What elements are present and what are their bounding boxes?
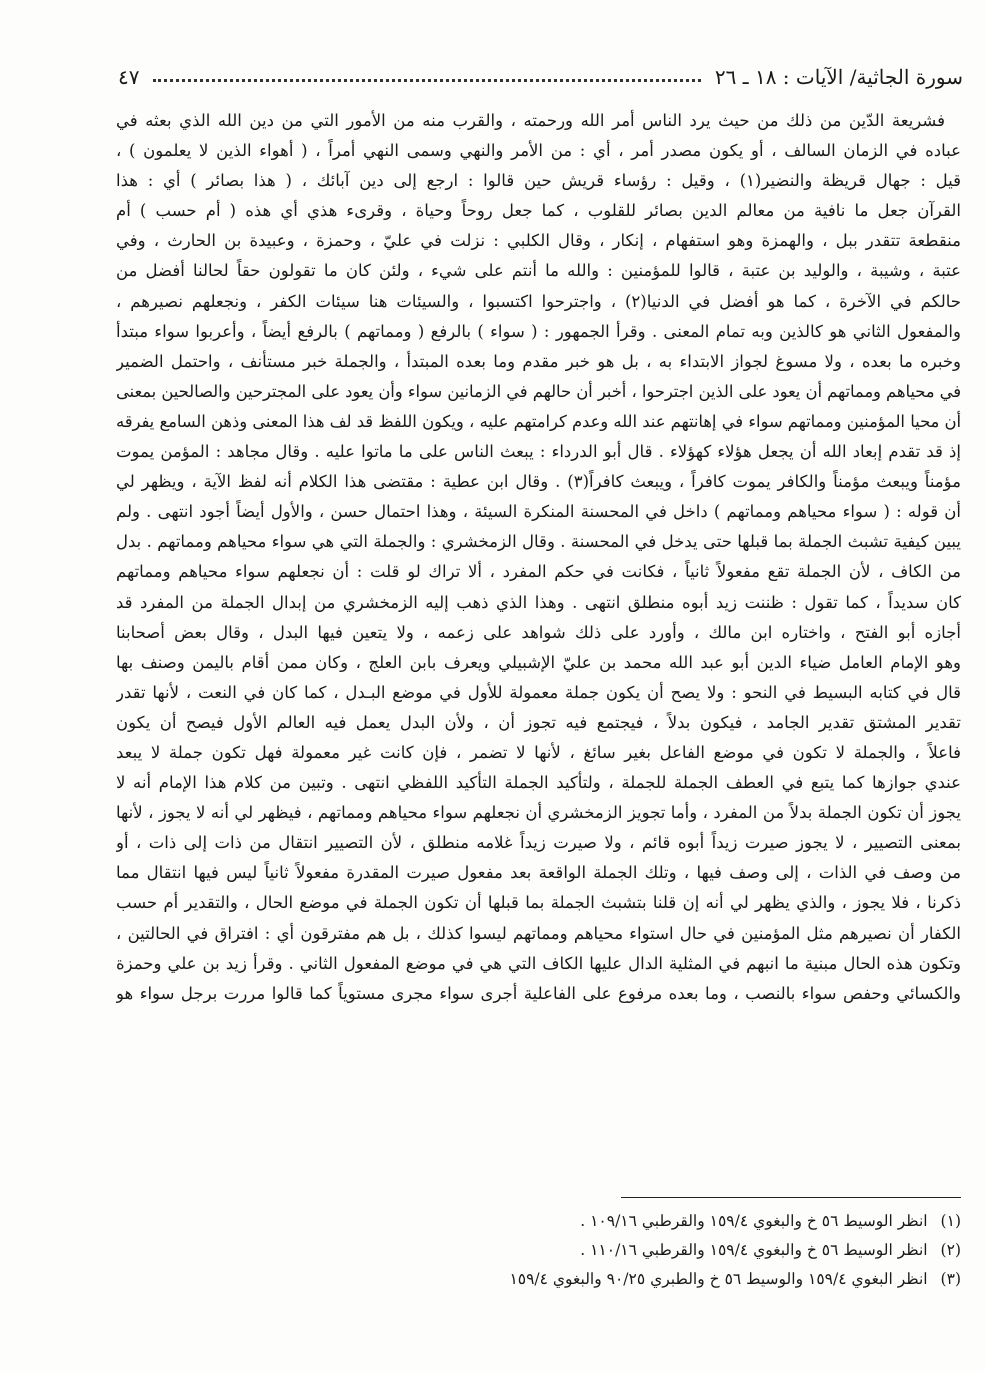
text-line: يجوز أن تكون الجملة بدلاً من المفرد ، وأما تجويز الزمخشري أن نجعلهم سواء محياهم ومماتهم ، فيظهر لي أنه لا يجوز ، لأنها bbox=[116, 803, 961, 823]
footnote-divider bbox=[621, 1197, 961, 1198]
footnote-text: انظر البغوي ١٥٩/٤ والوسيط ٥٦ خ والطبري ٩٠/٢٥ والبغوي ١٥٩/٤ bbox=[509, 1270, 928, 1288]
text-line: من الكاف ، لأن الجملة تقع مفعولاً ثانياً ، فكانت في حكم المفرد ، ألا تراك لو قلت : أن نجعلهم سواء محياهم ومماتهم bbox=[116, 562, 961, 582]
text-line: قال في كتابه البسيط في النحو : ولا يصح أن يكون جملة معمولة للأول في موضع البـدل ، كما كان في النعت ، لأنها تقدر bbox=[116, 682, 961, 702]
running-header bbox=[118, 62, 963, 92]
text-line: يبين كيفية تشبث الجملة بما قبلها حتى يدخل في المحسنة . وقال الزمخشري : والجملة التي هي سواء محياهم ومماتهم . بدل bbox=[116, 532, 961, 552]
text-line: في محياهم ومماتهم أن يعود على الذين اجترحوا ، أخبر أن حالهم في الزمانين سواء وأن يعود على المجترحين والصالحين بمعنى bbox=[116, 381, 961, 401]
text-line: ذكرنا ، فلا يجوز ، والذي يظهر لي أنه إن قلنا بتشبث الجملة بما قبلها أن تكون الجملة في موضع الحال ، والتقدير أم حسب bbox=[116, 893, 961, 913]
text-line: وخبره ما بعده ، ولا مسوغ لجواز الابتداء به ، بل هو خبر مقدم وما بعده المبتدأ ، والجملة خبر مستأنف ، واحتمل الضمير bbox=[116, 351, 961, 371]
page-number: ٤٧ bbox=[118, 65, 140, 89]
text-line: مؤمناً ويبعث مؤمناً والكافر يموت كافراً ، ويبعث كافراً(٣) . وقال ابن عطية : مقتضى هذا الكلام أنه لفظ الآية ، ويظهر لي bbox=[116, 472, 961, 492]
text-line: أجازه أبو الفتح ، واختاره ابن مالك ، وأورد على ذلك شواهد على زعمه ، ولا يتعين فيها البدل ، وقال بعض أصحابنا bbox=[116, 622, 961, 642]
text-line: حالكم في الآخرة ، كما هو أفضل في الدنيا(٢) ، واجترحوا اكتسبوا ، والسيئات هنا سيئات الكفر ، ونجعلهم نصيرهم ، bbox=[116, 291, 961, 311]
body-text bbox=[116, 106, 961, 1009]
text-line: فشريعة الدّين من ذلك من حيث يرد الناس أمر الله ورحمته ، والقرب منه من الأمور التي من دين الله الذي بعثه في bbox=[116, 111, 945, 130]
text-line: والكسائي وحفص سواء بالنصب ، وما بعده مرفوع على الفاعلية أجرى سواء مجرى مستوياً كما قالوا مررت برجل سواء هو bbox=[116, 983, 961, 1003]
footnotes bbox=[200, 1207, 961, 1294]
footnote-item bbox=[200, 1207, 961, 1236]
text-line: فاعلاً ، والجملة لا تكون في موضع الفاعل بغير سائغ ، لأنها لا تضمر ، فإن كانت غير معمولة فهل تكون جملة لا يبعد bbox=[116, 742, 961, 762]
footnote-text: انظر الوسيط ٥٦ خ والبغوي ١٥٩/٤ والقرطبي ١٠٩/١٦ . bbox=[580, 1212, 928, 1230]
text-line: كان سديداً ، كما تقول : ظننت زيد أبوه منطلق انتهى . وهذا الذي ذهب إليه الزمخشري من إبدال الجملة من المفرد قد bbox=[116, 592, 961, 612]
text-line: أن قوله : ( سواء محياهم ومماتهم ) داخل في المحسنة المنكرة السيئة ، وهذا احتمال حسن ، والأول أيضاً أجود انتهى . ولم bbox=[116, 502, 961, 522]
text-line: القرآن جعل ما نافية من معالم الدين بصائر للقلوب ، كما جعل روحاً وحياة ، وقرىء هذي أي هذه ( أم حسب ) أم bbox=[116, 201, 961, 221]
text-line: بمعنى التصيير ، لا يجوز صيرت زيداً أبوه قائم ، ولا صيرت زيداً غلامه منطلق ، لأن التصيير انتقال من ذات إلى ذات ، أو bbox=[116, 833, 961, 853]
text-line: وتكون هذه الحال مبنية ما انبهم في المثلية الدال عليها الكاف التي هي في موضع المفعول الثاني . وقرأ زيد بن علي وحمزة bbox=[116, 953, 961, 973]
text-line: من وصف في الذات ، إلى وصف فيها ، وتلك الجملة الواقعة بعد مفعول صيرت المقدرة مفعولاً ثانياً ليس فيها انتقال مما bbox=[116, 863, 961, 883]
text-line: والمفعول الثاني هو كالذين وبه تمام المعنى . وقرأ الجمهور : ( سواء ) بالرفع ( ومماتهم ) بالرفع أيضاً ، وأعربوا سواء مبتدأ bbox=[116, 321, 961, 341]
text-line: وهو الإمام العامل ضياء الدين أبو عبد الله محمد بن عليّ الإشبيلي ويعرف بابن العلج ، وكان ممن أقام باليمن وصنف بها bbox=[116, 652, 961, 672]
footnote-number: (٣) bbox=[940, 1270, 961, 1288]
footnote-number: (١) bbox=[940, 1212, 961, 1230]
text-line: الكفار أن نصيرهم مثل المؤمنين في حال استواء محياهم ومماتهم ليسوا كذلك ، بل هم مفترقون أي : افتراق في الحالتين ، bbox=[116, 923, 961, 943]
footnote-text: انظر الوسيط ٥٦ خ والبغوي ١٥٩/٤ والقرطبي ١١٠/١٦ . bbox=[580, 1241, 928, 1259]
footnote-item bbox=[200, 1265, 961, 1294]
text-line: تقدير المشتق تقدير الجامد ، فيكون بدلاً ، فيجتمع فيه تجوز أن ، ولأن البدل يعمل فيه العالم الأول فيصح أن يكون bbox=[116, 712, 961, 732]
text-line: منقطعة تتقدر ببل ، والهمزة وهو استفهام ، إنكار ، وقال الكلبي : نزلت في عليّ ، وحمزة ، وعبيدة بن الحارث ، وفي bbox=[116, 231, 961, 251]
footnote-number: (٢) bbox=[940, 1241, 961, 1259]
footnote-item bbox=[200, 1236, 961, 1265]
text-line: عندي جوازها كما يتبع في العطف الجملة للجملة ، ولتأكيد الجملة التأكيد اللفظي انتهى . وتبين من كلام هذا الإمام أنه لا bbox=[116, 773, 961, 793]
header-dotted-leader bbox=[153, 79, 700, 82]
text-line: أن محيا المؤمنين ومماتهم سواء في إهانتهم عند الله وعدم كرامتهم عليه ، ويكون اللفظ قد لف هذا المعنى وذهن السامع يفرقه bbox=[116, 411, 961, 431]
text-line: قيل : جهال قريظة والنضير(١) ، وقيل : رؤساء قريش حين قالوا : ارجع إلى دين آبائك ، ( هذا بصائر ) أي : هذا bbox=[116, 171, 961, 191]
text-line: عباده في الزمان السالف ، أو يكون مصدر أمر ، أي : من الأمر والنهي وسمى النهي أمراً ، ( أهواء الذين لا يعلمون ) ، bbox=[116, 141, 961, 161]
text-line: إذ قد تقدم إبعاد الله أن يجعل هؤلاء كهؤلاء . قال أبو الدرداء : يبعث الناس على ما ماتوا عليه . وقال مجاهد : المؤمن يموت bbox=[116, 442, 961, 462]
surah-title: سورة الجاثية/ الآيات : ١٨ ـ ٢٦ bbox=[714, 65, 963, 89]
text-line: عتبة ، وشيبة ، والوليد بن عتبة ، قالوا للمؤمنين : والله ما أنتم على شيء ، ولئن كان ما تقولون حقاً لحالنا أفضل من bbox=[116, 261, 961, 281]
